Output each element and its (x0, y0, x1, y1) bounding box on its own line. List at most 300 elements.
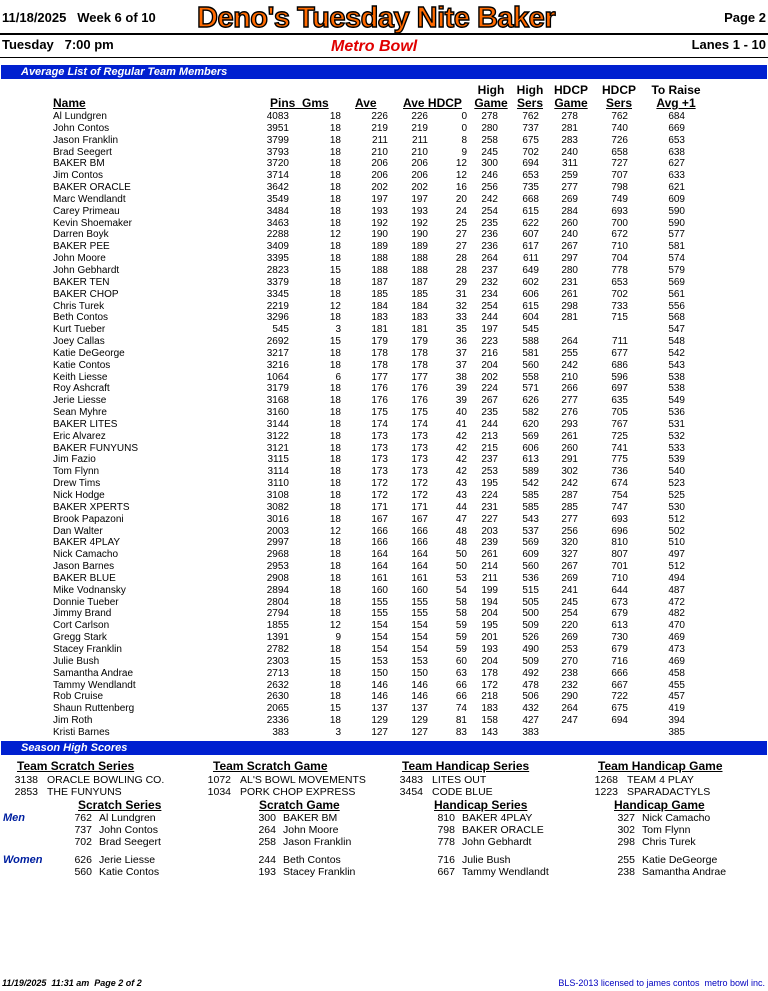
table-row (0, 466, 768, 478)
individual-high-heading: Handicap Game (614, 798, 705, 812)
games: 18 (329, 241, 341, 253)
average: 153 (371, 655, 388, 667)
to-raise: 525 (668, 490, 685, 501)
hdcp-game: 261 (561, 288, 578, 300)
high-game: 235 (481, 407, 498, 419)
games: 18 (329, 584, 341, 596)
hdcp-game: 293 (561, 418, 578, 430)
handicap: 39 (455, 395, 467, 407)
high-series: 536 (522, 572, 539, 584)
table-row (0, 372, 768, 384)
high-series: 432 (522, 703, 539, 715)
to-raise: 469 (668, 632, 685, 644)
handicap: 42 (455, 466, 467, 478)
table-row (0, 431, 768, 443)
hdcp-series: 679 (611, 608, 628, 620)
men-high-name: Tom Flynn (642, 824, 691, 836)
avg-hdcp-ave: 154 (411, 632, 428, 644)
table-row (0, 158, 768, 170)
table-row (0, 277, 768, 289)
col-high-sers-l1: High (516, 83, 544, 97)
to-raise: 469 (668, 655, 685, 667)
average-table (0, 111, 768, 739)
average: 188 (371, 253, 388, 265)
col-hdcp-game-l2: Game (554, 96, 588, 110)
to-raise: 497 (668, 549, 685, 561)
to-raise: 510 (668, 537, 685, 549)
team-high-score: 1072 (207, 774, 231, 786)
high-game: 143 (481, 726, 498, 738)
women-high-score: 238 (617, 866, 635, 878)
player-name: Sean Myhre (53, 407, 107, 419)
high-game: 237 (481, 454, 498, 466)
pins: 2794 (266, 608, 289, 620)
pins: 3799 (266, 134, 289, 146)
men-high-score: 302 (617, 824, 635, 836)
hdcp-series: 635 (611, 395, 628, 407)
to-raise: 538 (668, 383, 685, 395)
hdcp-game: 240 (561, 146, 578, 158)
men-high-score: 810 (437, 812, 455, 824)
individual-high-heading: Scratch Series (78, 798, 162, 812)
high-series: 606 (522, 442, 539, 454)
high-series: 617 (522, 241, 539, 253)
high-series: 615 (522, 300, 539, 312)
player-name: BAKER TEN (53, 276, 110, 288)
team-high-score: 3138 (14, 774, 38, 786)
games: 18 (329, 205, 341, 217)
team-high-name: PORK CHOP EXPRESS (240, 786, 356, 798)
high-game: 201 (481, 632, 498, 644)
games: 18 (329, 359, 341, 371)
to-raise: 482 (668, 608, 685, 620)
table-row (0, 727, 768, 739)
player-name: BAKER 4PLAY (53, 537, 121, 549)
games: 18 (329, 312, 341, 324)
average: 154 (371, 620, 388, 632)
team-high-name: CODE BLUE (432, 786, 493, 798)
to-raise: 549 (668, 395, 685, 407)
high-game: 223 (481, 336, 498, 348)
player-name: Beth Contos (53, 312, 109, 324)
high-game: 232 (481, 276, 498, 288)
high-series: 613 (522, 454, 539, 466)
men-high-name: BAKER BM (283, 812, 338, 824)
table-row (0, 608, 768, 620)
avg-hdcp-ave: 137 (411, 703, 428, 715)
table-row (0, 703, 768, 715)
men-high-score: 702 (74, 836, 92, 848)
handicap: 53 (455, 572, 467, 584)
games: 18 (329, 549, 341, 561)
avg-hdcp-ave: 127 (411, 726, 428, 738)
col-high-game-l1: High (477, 83, 505, 97)
player-name: Nick Hodge (53, 490, 105, 501)
high-game: 216 (481, 347, 498, 359)
hdcp-game: 238 (561, 667, 578, 679)
games: 18 (329, 134, 341, 146)
avg-hdcp-ave: 188 (411, 253, 428, 265)
player-name: Tom Flynn (53, 466, 100, 478)
to-raise: 684 (668, 111, 685, 122)
table-row (0, 395, 768, 407)
avg-hdcp-ave: 210 (411, 146, 428, 158)
player-name: Donnie Tueber (53, 596, 119, 608)
hdcp-series: 730 (611, 632, 628, 644)
table-row (0, 526, 768, 538)
men-high-score: 798 (437, 824, 455, 836)
high-game: 227 (481, 513, 498, 525)
pins: 2003 (266, 525, 289, 537)
high-series: 622 (522, 217, 539, 229)
hdcp-series: 704 (611, 253, 628, 265)
table-row (0, 407, 768, 419)
hdcp-game: 264 (561, 336, 578, 348)
player-name: Samantha Andrae (53, 667, 134, 679)
games: 6 (335, 371, 341, 383)
handicap: 9 (461, 146, 467, 158)
table-row (0, 585, 768, 597)
high-game: 278 (481, 111, 498, 122)
high-game: 254 (481, 300, 498, 312)
to-raise: 609 (668, 193, 685, 205)
men-high-score: 737 (74, 824, 92, 836)
lanes-label: Lanes 1 - 10 (691, 37, 766, 52)
games: 18 (329, 679, 341, 691)
pins: 3409 (266, 241, 289, 253)
high-series: 515 (522, 584, 539, 596)
player-name: Keith Liesse (53, 371, 108, 383)
average: 172 (371, 478, 388, 490)
average: 192 (371, 217, 388, 229)
high-series: 509 (522, 655, 539, 667)
hdcp-game: 278 (561, 111, 578, 122)
table-row (0, 265, 768, 277)
high-game: 214 (481, 561, 498, 573)
hdcp-game: 298 (561, 300, 578, 312)
col-high-game-l2: Game (474, 96, 508, 110)
average: 176 (371, 395, 388, 407)
games: 18 (329, 122, 341, 134)
avg-hdcp-ave: 176 (411, 383, 428, 395)
high-game: 261 (481, 549, 498, 561)
games: 18 (329, 667, 341, 679)
avg-hdcp-ave: 188 (411, 264, 428, 276)
table-row (0, 443, 768, 455)
handicap: 38 (455, 371, 467, 383)
average: 179 (371, 336, 388, 348)
women-high-name: Katie Contos (99, 866, 160, 878)
handicap: 42 (455, 454, 467, 466)
to-raise: 569 (668, 276, 685, 288)
handicap: 74 (455, 703, 467, 715)
avg-hdcp-ave: 185 (411, 288, 428, 300)
avg-hdcp-ave: 146 (411, 679, 428, 691)
handicap: 0 (461, 111, 467, 122)
hdcp-game: 285 (561, 501, 578, 513)
hdcp-series: 807 (611, 549, 628, 561)
team-high-score: 3454 (399, 786, 423, 798)
hdcp-game: 277 (561, 513, 578, 525)
table-row (0, 573, 768, 585)
high-series: 582 (522, 407, 539, 419)
team-high-heading: Team Scratch Series (17, 759, 135, 773)
hdcp-game: 297 (561, 253, 578, 265)
high-game: 183 (481, 703, 498, 715)
men-high-name: Jason Franklin (283, 836, 352, 848)
to-raise: 536 (668, 407, 685, 419)
col-hdcp-game (552, 84, 590, 110)
to-raise: 548 (668, 336, 685, 348)
pins: 2804 (266, 596, 289, 608)
handicap: 24 (455, 205, 467, 217)
team-high-score: 1223 (594, 786, 618, 798)
average: 164 (371, 561, 388, 573)
league-title: Deno's Tuesday Nite Baker (197, 2, 556, 34)
player-name: Brook Papazoni (53, 513, 124, 525)
men-high-score: 762 (74, 812, 92, 824)
to-raise: 512 (668, 561, 685, 573)
table-row (0, 383, 768, 395)
pins: 1855 (266, 620, 289, 632)
player-name: Katie Contos (53, 359, 111, 371)
avg-hdcp-ave: 160 (411, 584, 428, 596)
high-game: 195 (481, 478, 498, 490)
table-row (0, 135, 768, 147)
player-name: Cort Carlson (53, 620, 110, 632)
hdcp-series: 778 (611, 264, 628, 276)
to-raise: 494 (668, 572, 685, 584)
handicap: 29 (455, 276, 467, 288)
games: 12 (329, 300, 341, 312)
pins: 2908 (266, 572, 289, 584)
player-name: Joey Callas (53, 336, 105, 348)
women-high-score: 716 (437, 854, 455, 866)
to-raise: 627 (668, 158, 685, 170)
player-name: Katie DeGeorge (53, 347, 125, 359)
average: 189 (371, 241, 388, 253)
avg-hdcp-ave: 179 (411, 336, 428, 348)
average: 155 (371, 596, 388, 608)
hdcp-series: 613 (611, 620, 628, 632)
hdcp-game: 256 (561, 525, 578, 537)
to-raise: 621 (668, 182, 685, 194)
games: 18 (329, 253, 341, 265)
table-row (0, 218, 768, 230)
high-game: 213 (481, 430, 498, 442)
individual-high-heading: Scratch Game (259, 798, 340, 812)
high-game: 254 (481, 205, 498, 217)
high-game: 203 (481, 525, 498, 537)
hdcp-series: 700 (611, 217, 628, 229)
games: 18 (329, 111, 341, 122)
high-game: 231 (481, 501, 498, 513)
high-game: 224 (481, 383, 498, 395)
player-name: BAKER LITES (53, 418, 118, 430)
player-name: John Moore (53, 253, 106, 265)
hdcp-series: 686 (611, 359, 628, 371)
high-series: 668 (522, 193, 539, 205)
average: 178 (371, 359, 388, 371)
to-raise: 543 (668, 359, 685, 371)
to-raise: 385 (668, 726, 685, 738)
pins: 2823 (266, 264, 289, 276)
average: 164 (371, 549, 388, 561)
high-series: 490 (522, 643, 539, 655)
pins: 383 (272, 726, 289, 738)
avg-hdcp-ave: 175 (411, 407, 428, 419)
handicap: 66 (455, 691, 467, 703)
hdcp-game: 276 (561, 407, 578, 419)
women-high-score: 560 (74, 866, 92, 878)
pins: 545 (272, 324, 289, 336)
average: 219 (371, 122, 388, 134)
average: 154 (371, 632, 388, 644)
handicap: 54 (455, 584, 467, 596)
high-game: 178 (481, 667, 498, 679)
high-series: 585 (522, 501, 539, 513)
to-raise: 457 (668, 691, 685, 703)
games: 18 (329, 537, 341, 549)
pins: 3168 (266, 395, 289, 407)
handicap: 31 (455, 288, 467, 300)
player-name: Darren Boyk (53, 229, 109, 241)
hdcp-series: 677 (611, 347, 628, 359)
hdcp-series: 675 (611, 703, 628, 715)
table-row (0, 123, 768, 135)
hdcp-game: 260 (561, 217, 578, 229)
avg-hdcp-ave: 197 (411, 193, 428, 205)
high-game: 244 (481, 312, 498, 324)
handicap: 40 (455, 407, 467, 419)
player-name: Jim Roth (53, 715, 93, 727)
pins: 2065 (266, 703, 289, 715)
to-raise: 473 (668, 643, 685, 655)
handicap: 12 (455, 158, 467, 170)
hdcp-series: 727 (611, 158, 628, 170)
high-series: 620 (522, 418, 539, 430)
high-game: 193 (481, 643, 498, 655)
table-row (0, 360, 768, 372)
high-series: 737 (522, 122, 539, 134)
pins: 1064 (266, 371, 289, 383)
hdcp-series: 798 (611, 182, 628, 194)
player-name: BAKER CHOP (53, 288, 119, 300)
hdcp-series: 715 (611, 312, 628, 324)
hdcp-game: 253 (561, 643, 578, 655)
high-game: 267 (481, 395, 498, 407)
table-row (0, 715, 768, 727)
pins: 2713 (266, 667, 289, 679)
hdcp-game: 240 (561, 229, 578, 241)
games: 18 (329, 643, 341, 655)
hdcp-series: 741 (611, 442, 628, 454)
hdcp-game: 291 (561, 454, 578, 466)
player-name: Dan Walter (53, 525, 103, 537)
player-name: Jason Barnes (53, 561, 115, 573)
handicap: 0 (461, 122, 467, 134)
hdcp-game: 327 (561, 549, 578, 561)
table-row (0, 632, 768, 644)
games: 18 (329, 158, 341, 170)
avg-hdcp-ave: 184 (411, 300, 428, 312)
high-series: 543 (522, 513, 539, 525)
table-row (0, 490, 768, 502)
handicap: 63 (455, 667, 467, 679)
col-hdcp-sers (601, 84, 637, 110)
games: 3 (335, 726, 341, 738)
men-high-name: Chris Turek (642, 836, 696, 848)
hdcp-series: 697 (611, 383, 628, 395)
table-row (0, 312, 768, 324)
women-high-score: 667 (437, 866, 455, 878)
avg-hdcp-ave: 154 (411, 620, 428, 632)
games: 18 (329, 395, 341, 407)
col-ave: Ave (355, 96, 377, 110)
high-game: 264 (481, 253, 498, 265)
games: 18 (329, 572, 341, 584)
to-raise: 502 (668, 525, 685, 537)
col-high-sers-l2: Sers (516, 96, 544, 110)
avg-hdcp-ave: 178 (411, 347, 428, 359)
player-name: Stacey Franklin (53, 643, 122, 655)
games: 12 (329, 229, 341, 241)
table-row (0, 182, 768, 194)
hdcp-series: 747 (611, 501, 628, 513)
hdcp-game: 269 (561, 632, 578, 644)
player-name: BAKER XPERTS (53, 501, 130, 513)
hdcp-series: 658 (611, 146, 628, 158)
games: 18 (329, 288, 341, 300)
table-row (0, 253, 768, 265)
table-row (0, 170, 768, 182)
average: 167 (371, 513, 388, 525)
high-game: 242 (481, 193, 498, 205)
pins: 3296 (266, 312, 289, 324)
games: 15 (329, 655, 341, 667)
license-note: BLS-2013 licensed to james contos metro bowl inc. (558, 978, 765, 988)
player-name: Jerie Liesse (53, 395, 107, 407)
player-name: Brad Seegert (53, 146, 112, 158)
to-raise: 579 (668, 264, 685, 276)
handicap: 48 (455, 537, 467, 549)
table-row (0, 644, 768, 656)
games: 15 (329, 264, 341, 276)
player-name: Jim Contos (53, 170, 104, 182)
men-high-score: 298 (617, 836, 635, 848)
col-hdcp-sers-l2: Sers (605, 96, 633, 110)
handicap: 59 (455, 632, 467, 644)
team-high-heading: Team Scratch Game (213, 759, 328, 773)
hdcp-series: 702 (611, 288, 628, 300)
hdcp-game: 281 (561, 122, 578, 134)
hdcp-game: 267 (561, 241, 578, 253)
to-raise: 633 (668, 170, 685, 182)
player-name: Shaun Ruttenberg (53, 703, 135, 715)
high-series: 492 (522, 667, 539, 679)
handicap: 41 (455, 418, 467, 430)
pins: 3121 (266, 442, 289, 454)
average: 184 (371, 300, 388, 312)
avg-hdcp-ave: 192 (411, 217, 428, 229)
venue-name: Metro Bowl (331, 38, 418, 55)
games: 3 (335, 324, 341, 336)
games: 18 (329, 442, 341, 454)
average: 172 (371, 490, 388, 501)
handicap: 35 (455, 324, 467, 336)
hdcp-series: 705 (611, 407, 628, 419)
pins: 2630 (266, 691, 289, 703)
